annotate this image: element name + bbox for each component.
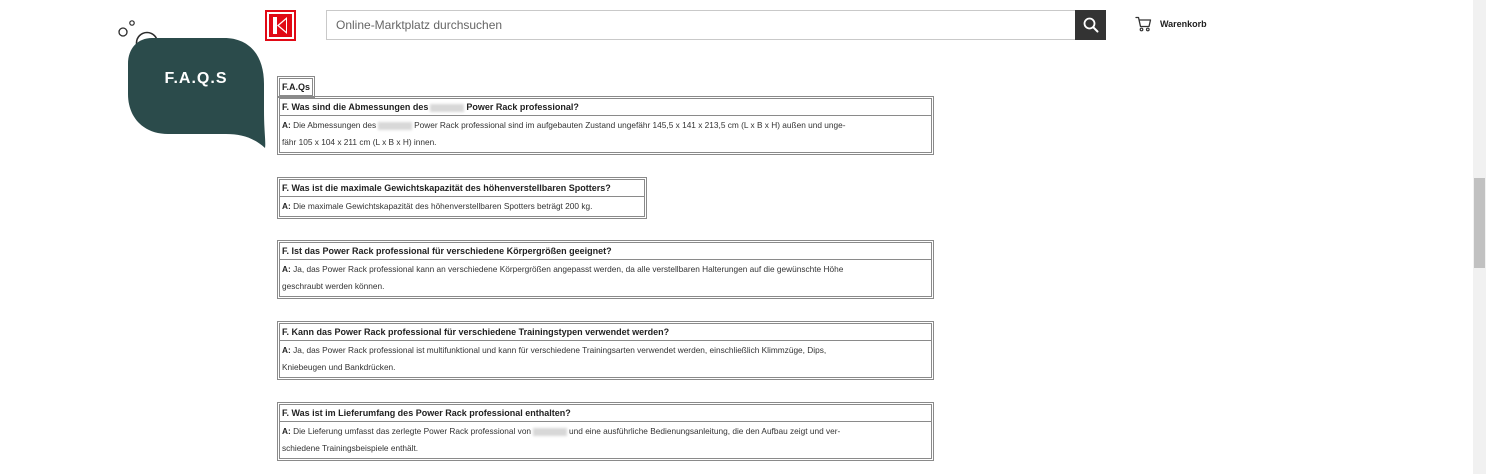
- faq-answer-4: A: Ja, das Power Rack professional ist multifunktional und kann für verschiedene Trainingsarten verwendet werden, einschließlich Klimmzüge, Dips, Kniebeugen und Bankdrücken.: [279, 341, 932, 378]
- scrollbar-thumb[interactable]: [1474, 178, 1485, 268]
- faq-item-1: [277, 96, 934, 155]
- redacted-brand: [430, 104, 464, 112]
- cart-label: Warenkorb: [1160, 19, 1207, 29]
- search-field[interactable]: [326, 10, 1075, 40]
- faq-badge: [128, 38, 266, 150]
- cart-icon: [1135, 16, 1152, 32]
- faq-item-4: [277, 321, 934, 380]
- faq-answer-5: A: Die Lieferung umfasst das zerlegte Power Rack professional von und eine ausführliche Bedienungsanleitung, die den Aufbau zeigt und ver- schiedene Trainingsbeispiele enthält.: [279, 422, 932, 459]
- faq-badge-label: F.A.Q.S: [164, 70, 228, 87]
- search-input[interactable]: [327, 11, 1075, 39]
- faq-answer-1: A: Die Abmessungen des Power Rack professional sind im aufgebauten Zustand ungefähr 145,5 x 141 x 213,5 cm (L x B x H) außen und unge- fähr 105 x 104 x 211 cm (L x B x H) innen.: [279, 116, 932, 153]
- faq-question-3: F. Ist das Power Rack professional für verschiedene Körpergrößen geeignet?: [279, 242, 932, 260]
- redacted-brand: [533, 428, 567, 436]
- faq-question-4: F. Kann das Power Rack professional für verschiedene Trainingstypen verwendet werden?: [279, 323, 932, 341]
- faq-heading-table: [277, 76, 315, 98]
- faq-answer-3: A: Ja, das Power Rack professional kann an verschiedene Körpergrößen angepasst werden, da alle verstellbaren Halterungen auf die gewünschte Höhe geschraubt werden können.: [279, 260, 932, 297]
- kaufland-logo[interactable]: [265, 10, 296, 41]
- faq-question-5: F. Was ist im Lieferumfang des Power Rack professional enthalten?: [279, 404, 932, 422]
- cart-link[interactable]: [1135, 16, 1207, 32]
- faq-item-5: [277, 402, 934, 461]
- faq-heading: F.A.Qs: [279, 78, 313, 96]
- faq-question-1: F. Was sind die Abmessungen des Power Rack professional?: [279, 98, 932, 116]
- faq-item-3: [277, 240, 934, 299]
- faq-answer-2: A: Die maximale Gewichtskapazität des höhenverstellbaren Spotters beträgt 200 kg.: [279, 197, 645, 217]
- search-icon: [1083, 17, 1099, 33]
- search-button[interactable]: [1075, 10, 1106, 40]
- faq-item-2: [277, 177, 647, 219]
- faq-question-2: F. Was ist die maximale Gewichtskapazität des höhenverstellbaren Spotters?: [279, 179, 645, 197]
- redacted-brand: [378, 122, 412, 130]
